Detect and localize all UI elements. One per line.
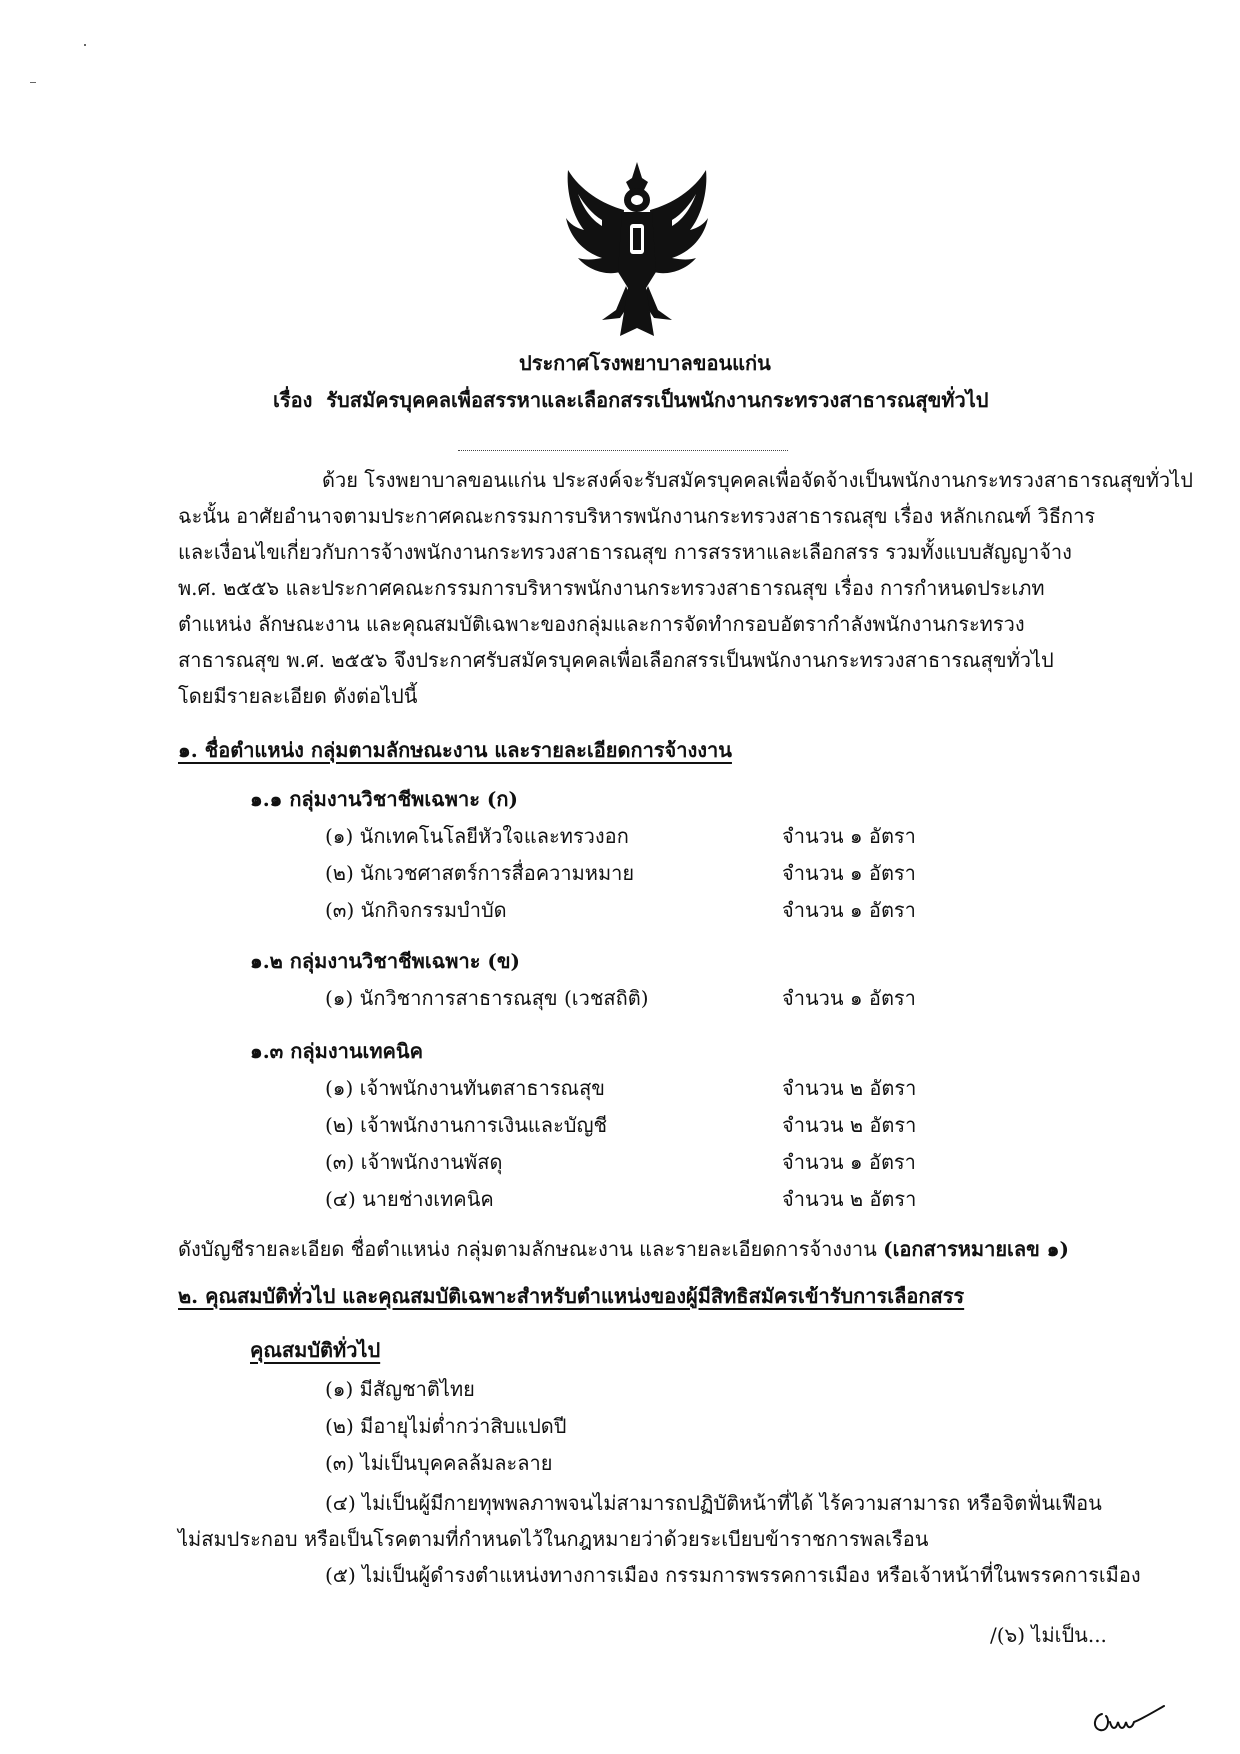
note-text: ดังบัญชีรายละเอียด ชื่อตำแหน่ง กลุ่มตามลักษณะงาน และรายละเอียดการจ้างงาน bbox=[178, 1237, 877, 1261]
scan-speck bbox=[84, 44, 86, 46]
position-name: (๔) นายช่างเทคนิค bbox=[325, 1187, 494, 1211]
position-count: จำนวน ๑ อัตรา bbox=[782, 824, 916, 848]
document-title: ประกาศโรงพยาบาลขอนแก่น bbox=[519, 351, 771, 375]
position-name: (๑) เจ้าพนักงานทันตสาธารณสุข bbox=[325, 1076, 605, 1100]
position-name: (๒) นักเวชศาสตร์การสื่อความหมาย bbox=[325, 861, 635, 885]
position-name: (๒) เจ้าพนักงานการเงินและบัญชี bbox=[325, 1113, 608, 1137]
continued-marker: /(๖) ไม่เป็น... bbox=[990, 1623, 1107, 1647]
intro-line: ตำแหน่ง ลักษณะงาน และคุณสมบัติเฉพาะของกลุ่มและการจัดทำกรอบอัตรากำลังพนักงานกระทรวง bbox=[178, 612, 1025, 636]
position-name: (๑) นักวิชาการสาธารณสุข (เวชสถิติ) bbox=[325, 986, 649, 1010]
intro-line: ด้วย โรงพยาบาลขอนแก่น ประสงค์จะรับสมัครบุคคลเพื่อจัดจ้างเป็นพนักงานกระทรวงสาธารณสุขทั่วไป bbox=[322, 468, 1193, 492]
position-count: จำนวน ๒ อัตรา bbox=[782, 1076, 917, 1100]
garuda-emblem bbox=[562, 160, 712, 345]
qualification-item-continued: ไม่สมประกอบ หรือเป็นโรคตามที่กำหนดไว้ในกฎหมายว่าด้วยระเบียบข้าราชการพลเรือน bbox=[178, 1527, 929, 1551]
qualification-item: (๓) ไม่เป็นบุคคลล้มละลาย bbox=[325, 1451, 553, 1475]
scan-speck bbox=[30, 82, 36, 83]
position-count: จำนวน ๒ อัตรา bbox=[782, 1187, 917, 1211]
subject-text: รับสมัครบุคคลเพื่อสรรหาและเลือกสรรเป็นพนักงานกระทรวงสาธารณสุขทั่วไป bbox=[326, 388, 989, 412]
intro-line: โดยมีรายละเอียด ดังต่อไปนี้ bbox=[178, 684, 418, 708]
position-count: จำนวน ๑ อัตรา bbox=[782, 986, 916, 1010]
intro-line: พ.ศ. ๒๕๕๖ และประกาศคณะกรรมการบริหารพนักงานกระทรวงสาธารณสุข เรื่อง การกำหนดประเภท bbox=[178, 576, 1045, 600]
position-name: (๑) นักเทคโนโลยีหัวใจและทรวงอก bbox=[325, 824, 629, 848]
group-title: ๑.๒ กลุ่มงานวิชาชีพเฉพาะ (ข) bbox=[250, 949, 520, 973]
position-count: จำนวน ๑ อัตรา bbox=[782, 861, 916, 885]
subject-label: เรื่อง bbox=[273, 388, 313, 412]
qualification-item: (๑) มีสัญชาติไทย bbox=[325, 1377, 475, 1401]
group-title: ๑.๑ กลุ่มงานวิชาชีพเฉพาะ (ก) bbox=[250, 787, 518, 811]
intro-line: สาธารณสุข พ.ศ. ๒๕๕๖ จึงประกาศรับสมัครบุคคลเพื่อเลือกสรรเป็นพนักงานกระทรวงสาธารณสุขทั่วไป bbox=[178, 648, 1054, 672]
intro-line: และเงื่อนไขเกี่ยวกับการจ้างพนักงานกระทรวงสาธารณสุข การสรรหาและเลือกสรร รวมทั้งแบบสัญญาจ้าง bbox=[178, 540, 1072, 564]
position-count: จำนวน ๑ อัตรา bbox=[782, 898, 916, 922]
position-count: จำนวน ๒ อัตรา bbox=[782, 1113, 917, 1137]
group-title: ๑.๓ กลุ่มงานเทคนิค bbox=[250, 1039, 423, 1063]
section-1-note bbox=[178, 1236, 1069, 1262]
subject-line bbox=[273, 387, 988, 413]
position-name: (๓) เจ้าพนักงานพัสดุ bbox=[325, 1150, 503, 1174]
intro-line: ฉะนั้น อาศัยอำนาจตามประกาศคณะกรรมการบริหารพนักงานกระทรวงสาธารณสุข เรื่อง หลักเกณฑ์ วิธีการ bbox=[178, 504, 1096, 528]
qualification-item: (๕) ไม่เป็นผู้ดำรงตำแหน่งทางการเมือง กรรมการพรรคการเมือง หรือเจ้าหน้าที่ในพรรคการเมือง bbox=[325, 1563, 1141, 1587]
initials-signature bbox=[1088, 1700, 1168, 1740]
note-reference: (เอกสารหมายเลข ๑) bbox=[883, 1237, 1069, 1261]
header-divider bbox=[458, 450, 788, 451]
section-1-heading: ๑. ชื่อตำแหน่ง กลุ่มตามลักษณะงาน และรายละเอียดการจ้างงาน bbox=[178, 738, 732, 762]
general-qualifications-heading: คุณสมบัติทั่วไป bbox=[250, 1338, 381, 1362]
section-2-heading: ๒. คุณสมบัติทั่วไป และคุณสมบัติเฉพาะสำหรับตำแหน่งของผู้มีสิทธิสมัครเข้ารับการเลือกสรร bbox=[178, 1284, 965, 1308]
qualification-item: (๒) มีอายุไม่ต่ำกว่าสิบแปดปี bbox=[325, 1414, 567, 1438]
qualification-item: (๔) ไม่เป็นผู้มีกายทุพพลภาพจนไม่สามารถปฏิบัติหน้าที่ได้ ไร้ความสามารถ หรือจิตฟั่นเฟือน bbox=[325, 1491, 1102, 1515]
position-name: (๓) นักกิจกรรมบำบัด bbox=[325, 898, 507, 922]
position-count: จำนวน ๑ อัตรา bbox=[782, 1150, 916, 1174]
